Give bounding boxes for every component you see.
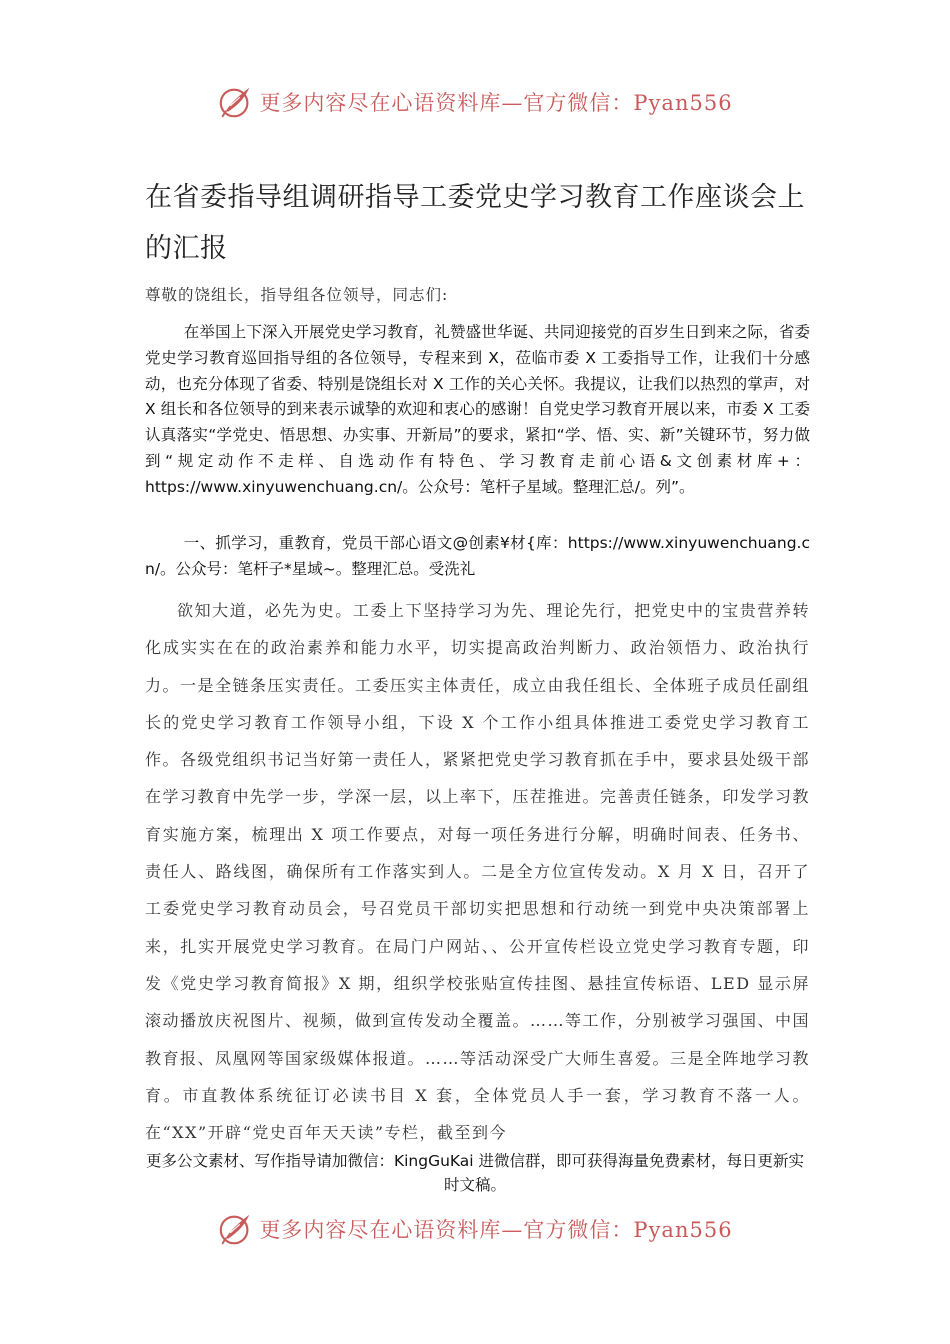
header-banner — [0, 82, 950, 122]
header-banner-text: 更多内容尽在心语资料库—官方微信：Pyan556 — [259, 91, 733, 115]
quill-pen-logo-icon — [217, 83, 255, 121]
footer-banner — [0, 1209, 950, 1249]
document-title: 在省委指导组调研指导工委党史学习教育工作座谈会上的汇报 — [145, 182, 805, 264]
quill-pen-logo-icon — [217, 1210, 255, 1248]
footer-promo-note: 更多公文素材、写作指导请加微信：KingGuKai 进微信群，即可获得海量免费素材，每日更新实时文稿。 — [145, 1152, 805, 1194]
paragraph-body: 欲知大道，必先为史。工委上下坚持学习为先、理论先行，把党史中的宝贵营养转化成实实在在的政治素养和能力水平，切实提高政治判断力、政治领悟力、政治执行力。一是全链条压实责任。工委压实主体责任，成立由我任组长、全体班子成员任副组长的党史学习教育工作领导小组，下设 X 个工作小组具体推进工委党史学习教育工作。各级党组织书记当好第一责任人，紧紧把党史学习教育抓在手中，要求县处级干部在学习教育中先学一步，学深一层，以上率下，压茬推进。完善责任链条，印发学习教育实施方案，梳理出 X 项工作要点，对每一项任务进行分解，明确时间表、任务书、责任人、路线图，确保所有工作落实到人。二是全方位宣传发动。X 月 X 日，召开了工委党史学习教育动员会，号召党员干部切实把思想和行动统一到党中央决策部署上来，扎实开展党史学习教育。在局门户网站、、公开宣传栏设立党史学习教育专题，印发《党史学习教育简报》X 期，组织学校张贴宣传挂图、悬挂宣传标语、LED 显示屏滚动播放庆祝图片、视频，做到宣传发动全覆盖。……等工作，分别被学习强国、中国教育报、凤凰网等国家级媒体报道。……等活动深受广大师生喜爱。三是全阵地学习教育。市直教体系统征订必读书目 X 套，全体党员人手一套，学习教育不落一人。在“XX”开辟“党史百年天天读”专栏，截至到今 — [145, 601, 811, 1143]
section-heading-1: 一、抓学习，重教育，党员干部心语文@创素¥材{库：https://www.xinyuwenchuang.cn/。公众号：笔杆子*星域~。整理汇总。受洗礼 — [145, 534, 810, 578]
paragraph-intro: 在举国上下深入开展党史学习教育，礼赞盛世华诞、共同迎接党的百岁生日到来之际，省委党史学习教育巡回指导组的各位领导，专程来到 X，莅临市委 X 工委指导工作，让我们十分感动，也充分体现了省委、特别是饶组长对 X 工作的关心关怀。我提议，让我们以热烈的掌声，对 X 组长和各位领导的到来表示诚挚的欢迎和衷心的感谢！自党史学习教育开展以来，市委 X 工委认真落实“学党史、悟思想、办实事、开新局”的要求，紧扣“学、悟、实、新”关键环节，努力做到“规定动作不走样、自选动作有特色、学习教育走前心语&文创素材库+：https://www.xinyuwenchuang.cn/。公众号：笔杆子星域。整理汇总/。列”。 — [145, 323, 810, 496]
salutation: 尊敬的饶组长，指导组各位领导，同志们: — [145, 286, 449, 304]
footer-banner-text: 更多内容尽在心语资料库—官方微信：Pyan556 — [259, 1218, 733, 1242]
